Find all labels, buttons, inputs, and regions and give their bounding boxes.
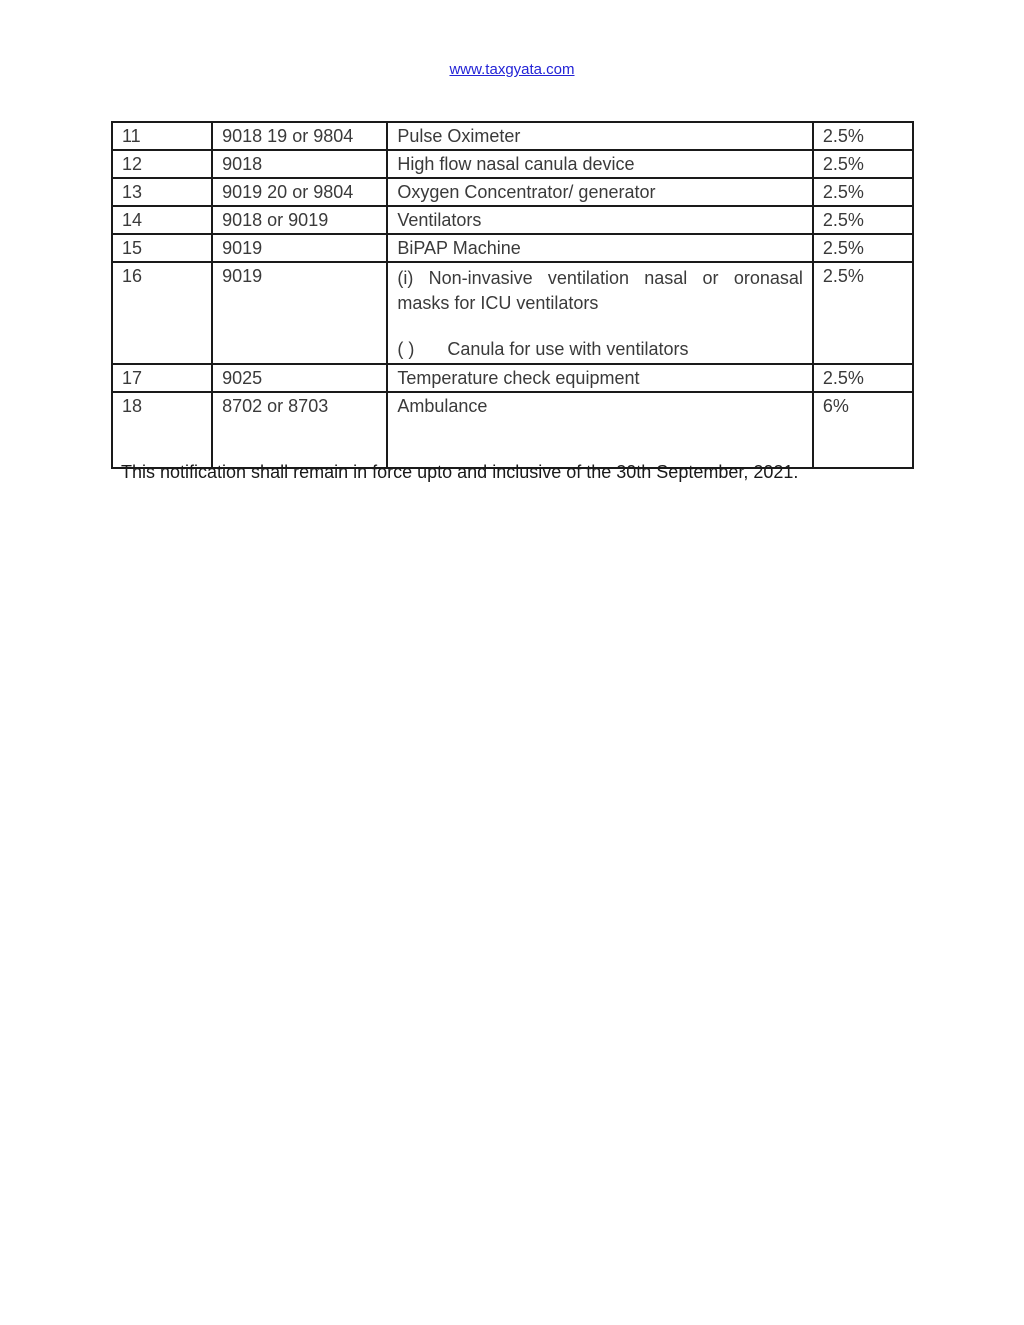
description-cell: Ambulance xyxy=(387,392,813,468)
rates-table xyxy=(111,121,914,469)
description-item-2 xyxy=(397,339,803,360)
description-item-1: (i) Non-invasive ventilation nasal or oronasal masks for ICU ventilators xyxy=(397,268,803,313)
rate-cell: 2.5% xyxy=(813,364,913,392)
serial-number-cell: 17 xyxy=(112,364,212,392)
serial-number-cell: 14 xyxy=(112,206,212,234)
table-row xyxy=(112,364,913,392)
rate-cell: 2.5% xyxy=(813,234,913,262)
tariff-heading-cell: 9018 or 9019 xyxy=(212,206,387,234)
rate-cell: 2.5% xyxy=(813,262,913,364)
tariff-heading-cell: 9019 xyxy=(212,234,387,262)
table-row xyxy=(112,262,913,364)
rate-cell: 2.5% xyxy=(813,122,913,150)
site-link[interactable]: www.taxgyata.com xyxy=(449,61,575,78)
rate-cell: 2.5% xyxy=(813,206,913,234)
rate-cell: 2.5% xyxy=(813,150,913,178)
tariff-heading-cell: 9018 19 or 9804 xyxy=(212,122,387,150)
description-cell: Temperature check equipment xyxy=(387,364,813,392)
table-row xyxy=(112,206,913,234)
serial-number-cell: 15 xyxy=(112,234,212,262)
rate-cell: 6% xyxy=(813,392,913,468)
table-row xyxy=(112,234,913,262)
serial-number-cell: 11 xyxy=(112,122,212,150)
description-cell: Pulse Oximeter xyxy=(387,122,813,150)
table-row xyxy=(112,122,913,150)
description-item-2-label: ( ) xyxy=(397,339,415,359)
description-cell: High flow nasal canula device xyxy=(387,150,813,178)
tariff-heading-cell: 8702 or 8703 xyxy=(212,392,387,468)
rate-cell: 2.5% xyxy=(813,178,913,206)
serial-number-cell: 13 xyxy=(112,178,212,206)
tariff-heading-cell: 9025 xyxy=(212,364,387,392)
description-cell xyxy=(387,262,813,364)
tariff-heading-cell: 9018 xyxy=(212,150,387,178)
validity-notice: This notification shall remain in force upto and inclusive of the 30th September, 2021. xyxy=(121,462,799,482)
serial-number-cell: 12 xyxy=(112,150,212,178)
table-row xyxy=(112,392,913,468)
serial-number-cell: 18 xyxy=(112,392,212,468)
table-row xyxy=(112,150,913,178)
description-cell: Ventilators xyxy=(387,206,813,234)
description-cell: BiPAP Machine xyxy=(387,234,813,262)
tariff-heading-cell: 9019 20 or 9804 xyxy=(212,178,387,206)
description-item-2-text: Canula for use with ventilators xyxy=(447,339,689,359)
table-row xyxy=(112,178,913,206)
tariff-heading-cell: 9019 xyxy=(212,262,387,364)
description-cell: Oxygen Concentrator/ generator xyxy=(387,178,813,206)
serial-number-cell: 16 xyxy=(112,262,212,364)
